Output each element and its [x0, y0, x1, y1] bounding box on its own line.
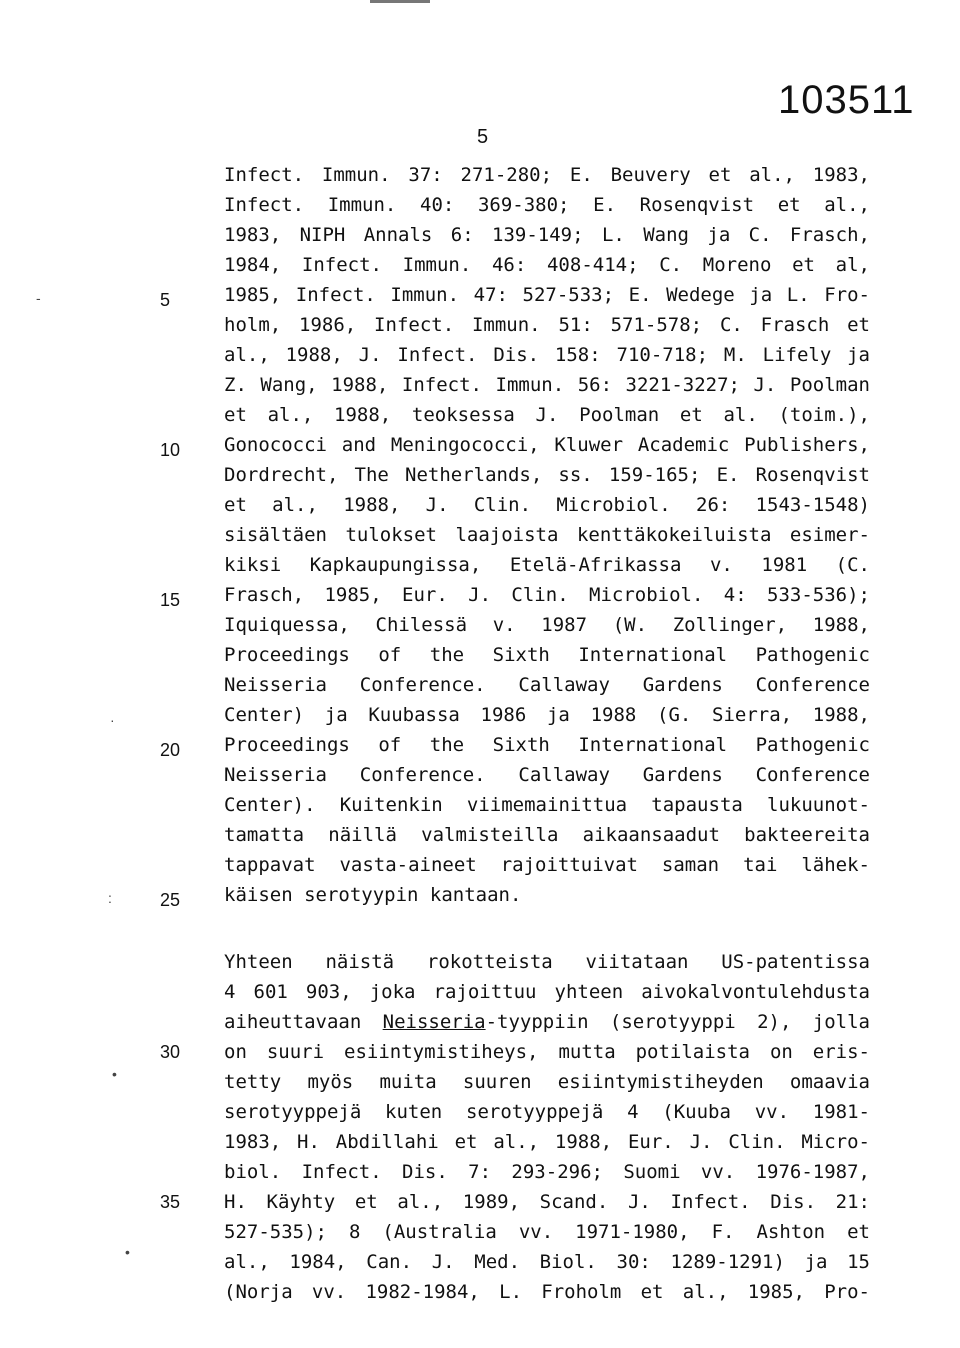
- text-line: 1983, NIPH Annals 6: 139-149; L. Wang ja C. Frasch,: [224, 224, 870, 246]
- line-number: 35: [160, 1192, 181, 1212]
- text-line: Infect. Immun. 40: 369-380; E. Rosenqvist et al.,: [224, 194, 870, 216]
- text-segment: aiheuttavaan: [224, 1011, 383, 1033]
- text-line: sisältäen tulokset laajoista kenttäkokeiluista esimer-: [224, 524, 870, 546]
- margin-mark: •: [112, 1066, 117, 1082]
- text-line: tappavat vasta-aineet rajoittuivat saman tai lähek-: [224, 854, 870, 876]
- text-line: holm, 1986, Infect. Immun. 51: 571-578; C. Frasch et: [224, 314, 870, 336]
- text-line: Infect. Immun. 37: 271-280; E. Beuvery et al., 1983,: [224, 164, 870, 186]
- text-line: biol. Infect. Dis. 7: 293-296; Suomi vv. 1976-1987,: [224, 1161, 870, 1183]
- text-line: on suuri esiintymistiheys, mutta potilaista on eris-: [224, 1041, 870, 1063]
- text-line: Neisseria Conference. Callaway Gardens Conference: [224, 674, 870, 696]
- text-line: H. Käyhty et al., 1989, Scand. J. Infect. Dis. 21:: [224, 1191, 870, 1213]
- text-line: 1985, Infect. Immun. 47: 527-533; E. Wedege ja L. Fro-: [224, 284, 870, 306]
- text-line: Proceedings of the Sixth International Pathogenic: [224, 644, 870, 666]
- text-line: al., 1988, J. Infect. Dis. 158: 710-718; M. Lifely ja: [224, 344, 870, 366]
- line-number: 20: [160, 740, 181, 760]
- margin-mark: •: [125, 1244, 130, 1260]
- margin-mark: ·: [110, 712, 115, 728]
- text-segment: -tyyppiin (serotyyppi 2), jolla: [485, 1011, 870, 1033]
- margin-mark: -: [36, 290, 41, 306]
- text-line: Iquiquessa, Chilessä v. 1987 (W. Zollinger, 1988,: [224, 614, 870, 636]
- text-line: (Norja vv. 1982-1984, L. Froholm et al., 1985, Pro-: [224, 1281, 870, 1303]
- text-line: [224, 1007, 870, 1037]
- text-line: et al., 1988, teoksessa J. Poolman et al. (toim.),: [224, 404, 870, 426]
- line-number: 5: [160, 290, 171, 310]
- text-line: tamatta näillä valmisteilla aikaansaadut bakteereita: [224, 824, 870, 846]
- text-line: Dordrecht, The Netherlands, ss. 159-165; E. Rosenqvist: [224, 464, 870, 486]
- text-line: Yhteen näistä rokotteista viitataan US-patentissa: [224, 951, 870, 973]
- scan-artifact-bar: [370, 0, 430, 3]
- line-number: 30: [160, 1042, 181, 1062]
- text-line: Neisseria Conference. Callaway Gardens Conference: [224, 764, 870, 786]
- margin-mark: :: [108, 890, 112, 906]
- text-line: et al., 1988, J. Clin. Microbiol. 26: 1543-1548): [224, 494, 870, 516]
- text-line: käisen serotyypin kantaan.: [224, 884, 522, 906]
- text-line: Frasch, 1985, Eur. J. Clin. Microbiol. 4: 533-536);: [224, 584, 870, 606]
- underlined-genus: Neisseria: [382, 1011, 486, 1033]
- text-line: Proceedings of the Sixth International Pathogenic: [224, 734, 870, 756]
- text-line: Z. Wang, 1988, Infect. Immun. 56: 3221-3227; J. Poolman: [224, 374, 870, 396]
- document-number: 103511: [778, 78, 915, 122]
- text-line: kiksi Kapkaupungissa, Etelä-Afrikassa v. 1981 (C.: [224, 554, 870, 576]
- text-line: serotyyppejä kuten serotyyppejä 4 (Kuuba vv. 1981-: [224, 1101, 870, 1123]
- text-line: 1983, H. Abdillahi et al., 1988, Eur. J. Clin. Micro-: [224, 1131, 870, 1153]
- line-number: 10: [160, 440, 181, 460]
- line-number: 25: [160, 890, 181, 910]
- text-line: tetty myös muita suuren esiintymistiheyden omaavia: [224, 1071, 870, 1093]
- text-line: Center). Kuitenkin viimemainittua tapausta lukuunot-: [224, 794, 870, 816]
- text-line: al., 1984, Can. J. Med. Biol. 30: 1289-1291) ja 15: [224, 1251, 870, 1273]
- page-number: 5: [477, 126, 489, 148]
- text-line: 527-535); 8 (Australia vv. 1971-1980, F. Ashton et: [224, 1221, 870, 1243]
- text-line: Gonococci and Meningococci, Kluwer Academic Publishers,: [224, 434, 870, 456]
- line-number: 15: [160, 590, 181, 610]
- text-line: Center) ja Kuubassa 1986 ja 1988 (G. Sierra, 1988,: [224, 704, 870, 726]
- text-line: 1984, Infect. Immun. 46: 408-414; C. Moreno et al,: [224, 254, 870, 276]
- text-line: 4 601 903, joka rajoittuu yhteen aivokalvontulehdusta: [224, 981, 870, 1003]
